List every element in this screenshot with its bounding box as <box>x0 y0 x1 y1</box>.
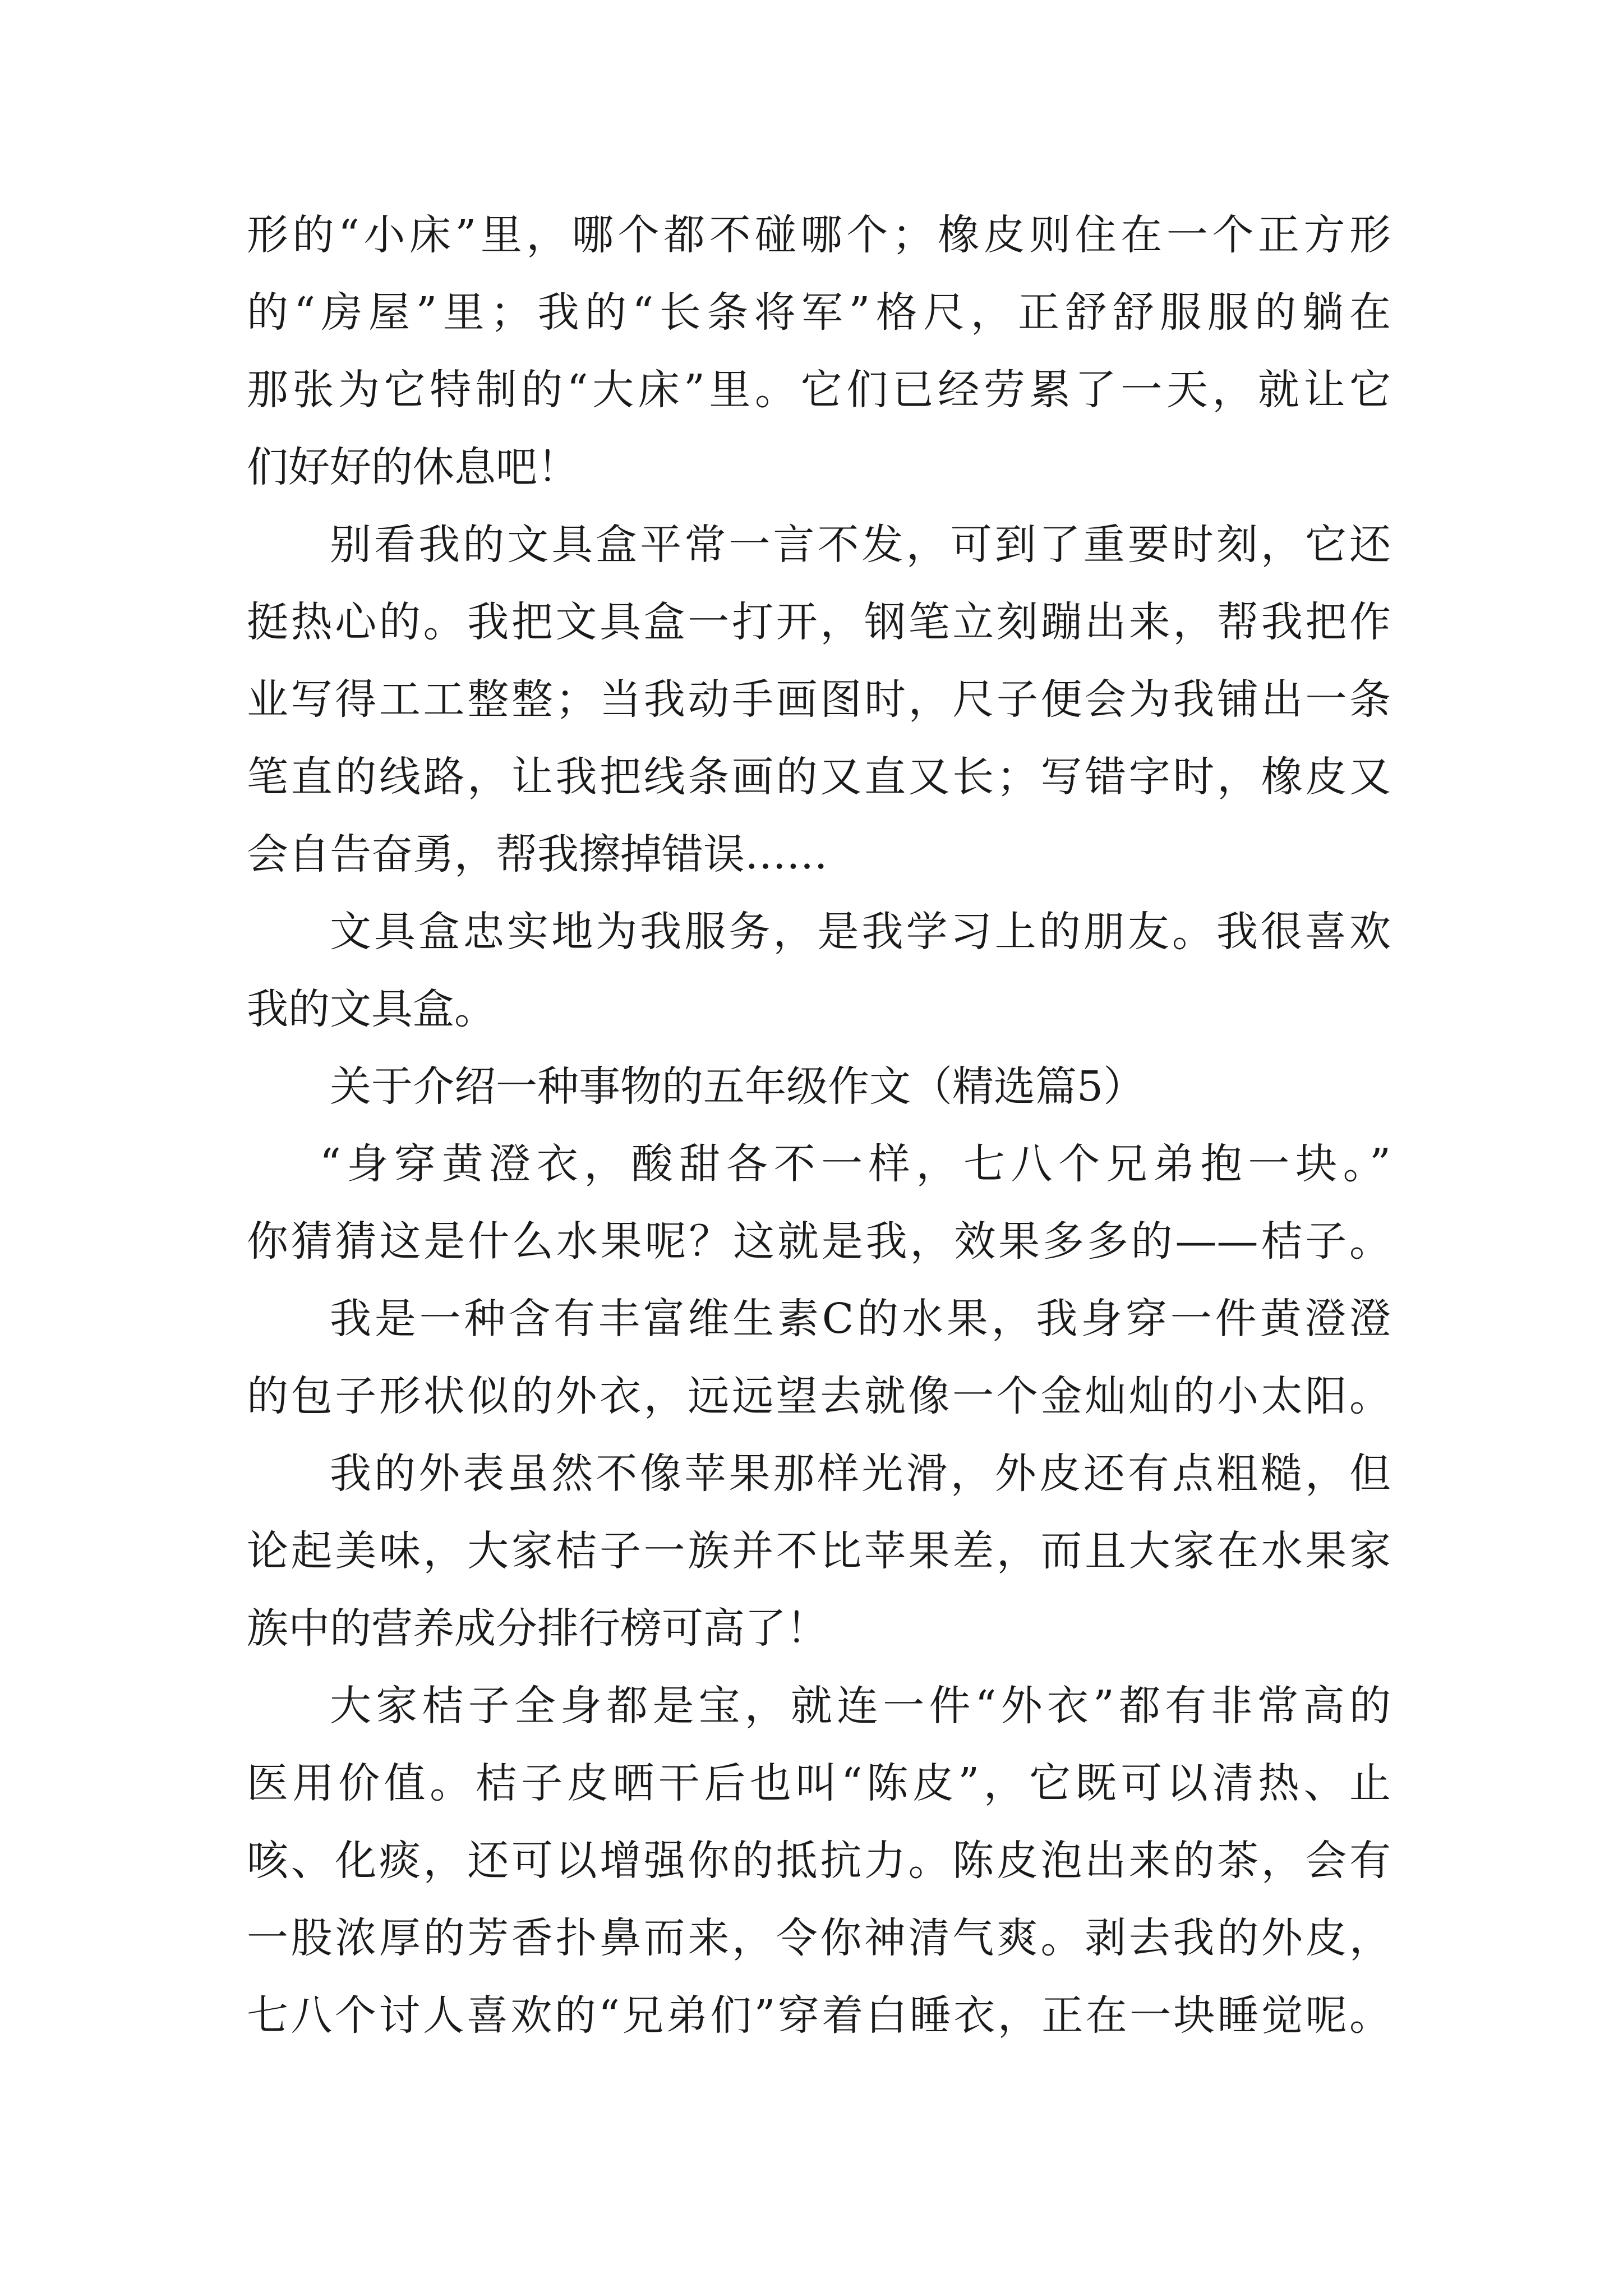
text-line: 们好好的休息吧！ <box>247 443 579 491</box>
text-line: 的包子形状似的外衣，远远望去就像一个金灿灿的小太阳。 <box>247 1372 1391 1420</box>
document-body <box>247 196 1391 2054</box>
paragraph-start-line: 文具盒忠实地为我服务，是我学习上的朋友。我很喜欢 <box>330 908 1391 956</box>
text-line: 笔直的线路，让我把线条画的又直又长；写错字时，橡皮又 <box>247 753 1391 801</box>
text-line: 挺热心的。我把文具盒一打开，钢笔立刻蹦出来，帮我把作 <box>247 598 1391 646</box>
text-line: 七八个讨人喜欢的“兄弟们”穿着白睡衣，正在一块睡觉呢。 <box>247 1991 1391 2040</box>
text-line: 会自告奋勇，帮我擦掉错误…… <box>247 830 828 878</box>
text-line: 形的“小床”里，哪个都不碰哪个；橡皮则住在一个正方形 <box>247 211 1391 259</box>
text-line: 论起美味，大家桔子一族并不比苹果差，而且大家在水果家 <box>247 1527 1391 1575</box>
text-line: 医用价值。桔子皮晒干后也叫“陈皮”，它既可以清热、止 <box>247 1759 1391 1807</box>
paragraph-start-line: 我的外表虽然不像苹果那样光滑，外皮还有点粗糙，但 <box>330 1450 1391 1498</box>
paragraph-start-line: 大家桔子全身都是宝，就连一件“外衣”都有非常高的 <box>330 1682 1391 1730</box>
paragraph-start-line: 我是一种含有丰富维生素C的水果，我身穿一件黄澄澄 <box>330 1295 1391 1343</box>
text-line: 你猜猜这是什么水果呢？这就是我，效果多多的——桔子。 <box>247 1217 1391 1266</box>
paragraph-start-line: 别看我的文具盒平常一言不发，可到了重要时刻，它还 <box>330 521 1391 569</box>
text-line: 的“房屋”里；我的“长条将军”格尺，正舒舒服服的躺在 <box>247 288 1391 337</box>
text-line: 一股浓厚的芳香扑鼻而来，令你神清气爽。剥去我的外皮， <box>247 1914 1391 1962</box>
paragraph-start-line: “身穿黄澄衣，酸甜各不一样，七八个兄弟抱一块。” <box>320 1140 1391 1188</box>
text-line: 咳、化痰，还可以增强你的抵抗力。陈皮泡出来的茶，会有 <box>247 1837 1391 1885</box>
text-line: 那张为它特制的“大床”里。它们已经劳累了一天，就让它 <box>247 366 1391 414</box>
text-line: 族中的营养成分排行榜可高了！ <box>247 1604 828 1653</box>
section-heading: 关于介绍一种事物的五年级作文（精选篇5） <box>330 1062 1145 1111</box>
text-line: 我的文具盒。 <box>247 985 496 1033</box>
text-line: 业写得工工整整；当我动手画图时，尺子便会为我铺出一条 <box>247 675 1391 724</box>
